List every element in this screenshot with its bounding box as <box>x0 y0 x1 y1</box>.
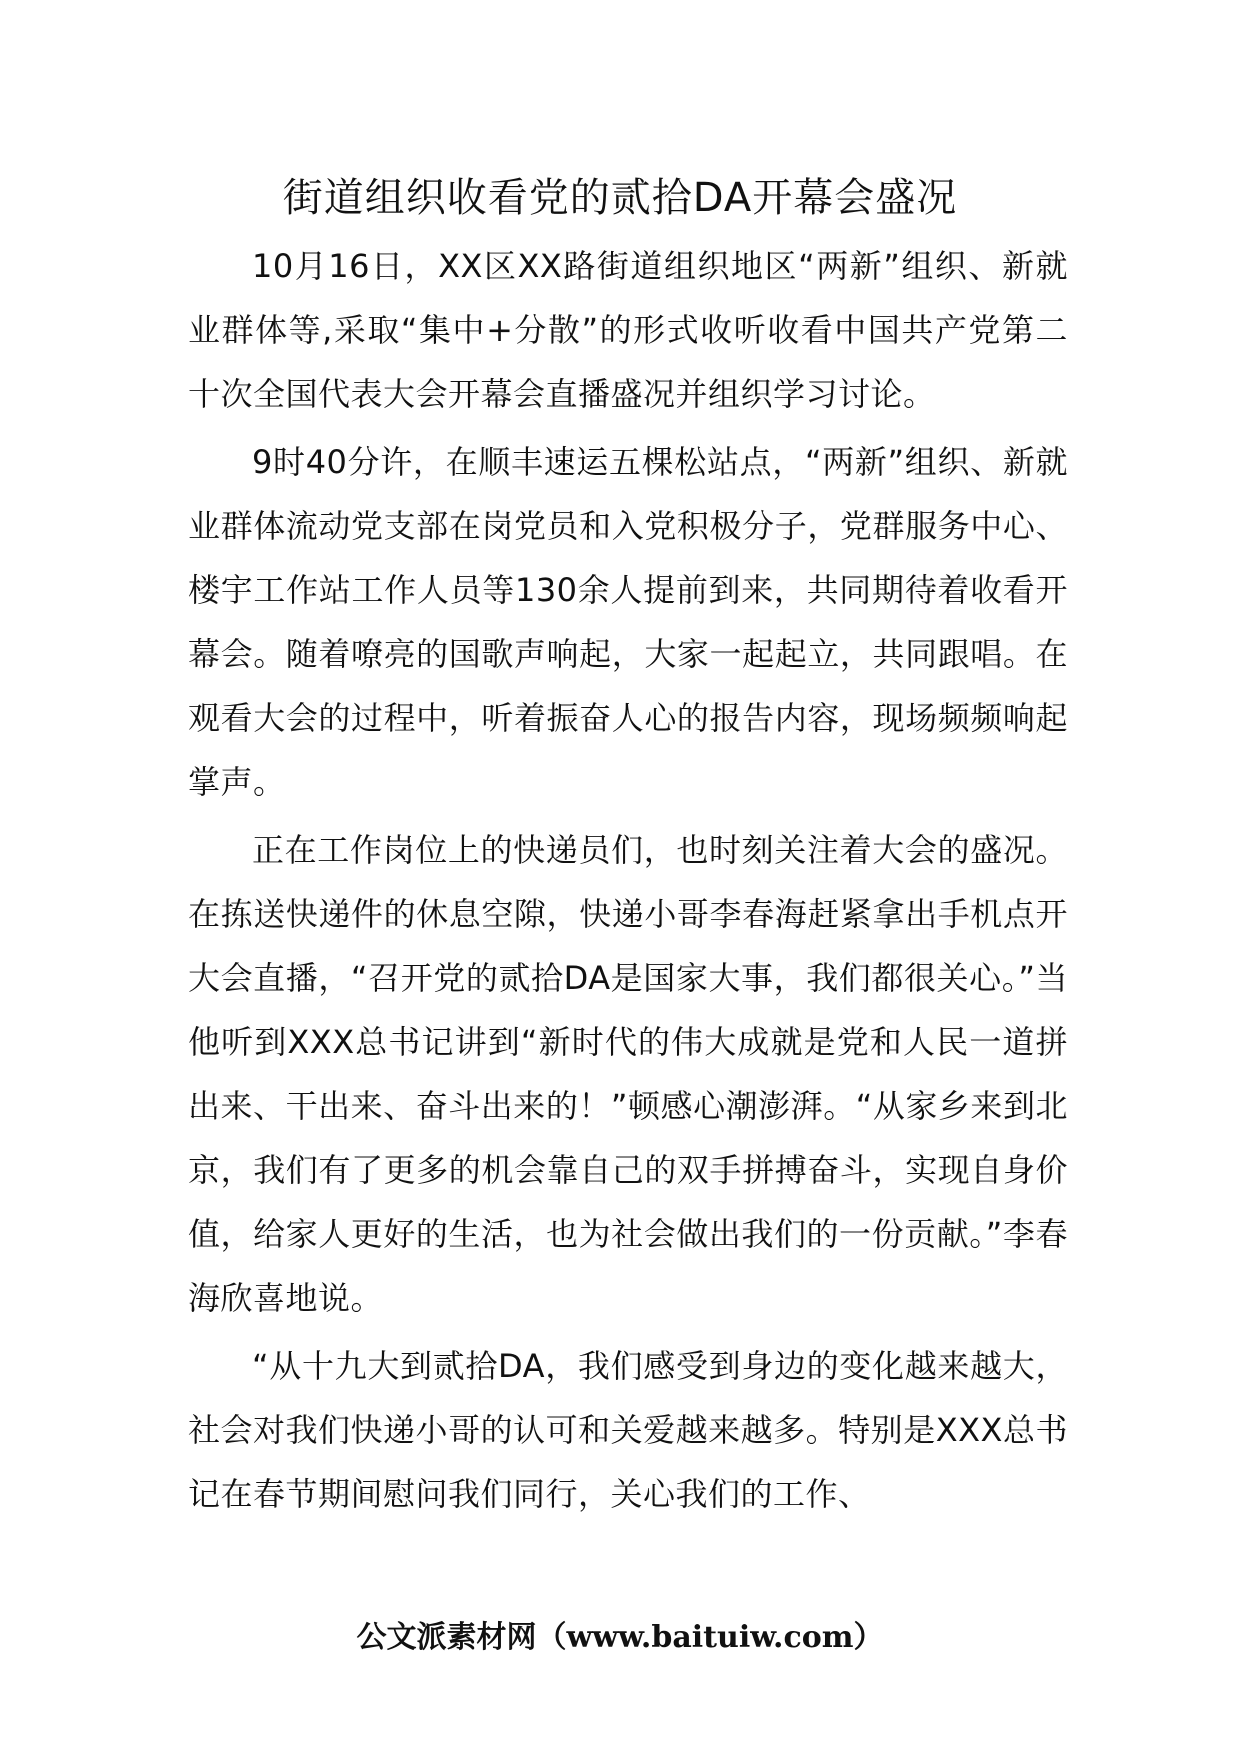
document-title: 街道组织收看党的贰拾DA开幕会盛况 <box>282 175 958 221</box>
document-body <box>188 234 1068 1530</box>
paragraph-1: 10月16日，XX区XX路街道组织地区“两新”组织、新就业群体等,采取“集中+分散”的形式收听收看中国共产党第二十次全国代表大会开幕会直播盛况并组织学习讨论。 <box>188 247 1068 413</box>
paragraph-4: “从十九大到贰拾DA，我们感受到身边的变化越来越大，社会对我们快递小哥的认可和关爱越来越多。特别是XXX总书记在春节期间慰问我们同行，关心我们的工作、 <box>188 1347 1068 1513</box>
paragraph-2: 9时40分许，在顺丰速运五棵松站点，“两新”组织、新就业群体流动党支部在岗党员和入党积极分子，党群服务中心、楼宇工作站工作人员等130余人提前到来，共同期待着收看开幕会。随着嘹亮的国歌声响起，大家一起起立，共同跟唱。在观看大会的过程中，听着振奋人心的报告内容，现场频频响起掌声。 <box>188 443 1068 801</box>
paragraph-3: 正在工作岗位上的快递员们，也时刻关注着大会的盛况。在拣送快递件的休息空隙，快递小哥李春海赶紧拿出手机点开大会直播，“召开党的贰拾DA是国家大事，我们都很关心。”当他听到XXX总书记讲到“新时代的伟大成就是党和人民一道拼出来、干出来、奋斗出来的！”顿感心潮澎湃。“从家乡来到北京，我们有了更多的机会靠自己的双手拼搏奋斗，实现自身价值，给家人更好的生活，也为社会做出我们的一份贡献。”李春海欣喜地说。 <box>188 831 1068 1317</box>
footer-watermark: 公文派素材网（www.baituiw.com） <box>356 1620 884 1655</box>
